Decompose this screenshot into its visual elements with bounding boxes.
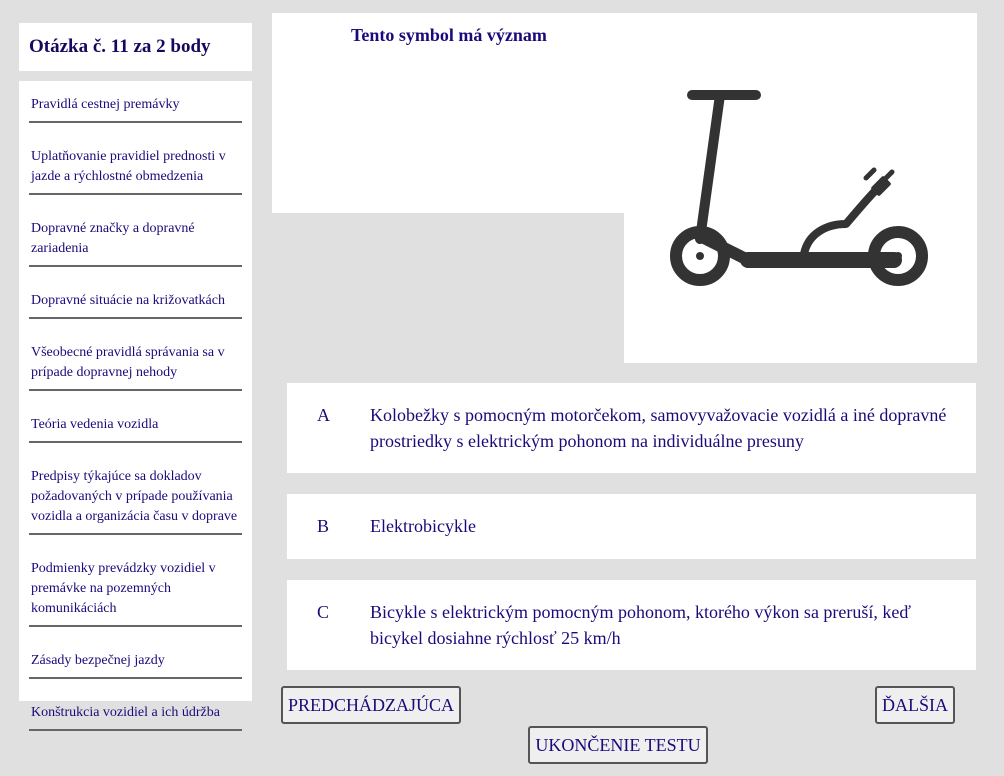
sidebar-item-vehicle-construction[interactable]: Konštrukcia vozidiel a ich údržba — [29, 699, 242, 731]
answer-text: Elektrobicykle — [370, 516, 476, 536]
answer-option-c[interactable] — [287, 580, 976, 670]
previous-button[interactable]: PREDCHÁDZAJÚCA — [281, 686, 461, 724]
sidebar-item-intersections[interactable]: Dopravné situácie na križovatkách — [29, 287, 242, 319]
sidebar-item-priority-speed[interactable]: Uplatňovanie pravidiel prednosti v jazde a rýchlostné obmedzenia — [29, 143, 242, 195]
sidebar-item-safe-driving[interactable]: Zásady bezpečnej jazdy — [29, 647, 242, 679]
sidebar-item-accident-rules[interactable]: Všeobecné pravidlá správania sa v prípade dopravnej nehody — [29, 339, 242, 391]
answer-option-b[interactable] — [287, 494, 976, 559]
sidebar-item-traffic-signs[interactable]: Dopravné značky a dopravné zariadenia — [29, 215, 242, 267]
sidebar-item-vehicle-operation[interactable]: Podmienky prevádzky vozidiel v premávke na pozemných komunikáciách — [29, 555, 242, 627]
answer-text: Kolobežky s pomocným motorčekom, samovyvažovacie vozidlá a iné dopravné prostriedky s elektrickým pohonom na individuálne presuny — [370, 405, 947, 451]
sidebar-item-traffic-rules[interactable]: Pravidlá cestnej premávky — [29, 91, 242, 123]
sidebar-item-driving-theory[interactable]: Teória vedenia vozidla — [29, 411, 242, 443]
answer-letter: A — [317, 405, 330, 425]
answer-letter: B — [317, 516, 330, 536]
sidebar-item-documents[interactable]: Predpisy týkajúce sa dokladov požadovaných v prípade používania vozidla a organizácia času v doprave — [29, 463, 242, 535]
e-scooter-icon — [668, 84, 932, 292]
question-header: Otázka č. 11 za 2 body — [19, 23, 252, 71]
answer-letter: C — [317, 602, 330, 622]
answer-text: Bicykle s elektrickým pomocným pohonom, ktorého výkon sa preruší, keď bicykel dosiahne rýchlosť 25 km/h — [370, 602, 912, 648]
finish-test-button[interactable]: UKONČENIE TESTU — [528, 726, 708, 764]
category-sidebar — [19, 81, 252, 720]
question-text: Tento symbol má význam — [351, 25, 547, 45]
answer-option-a[interactable] — [287, 383, 976, 473]
next-button[interactable]: ĎALŠIA — [875, 686, 955, 724]
